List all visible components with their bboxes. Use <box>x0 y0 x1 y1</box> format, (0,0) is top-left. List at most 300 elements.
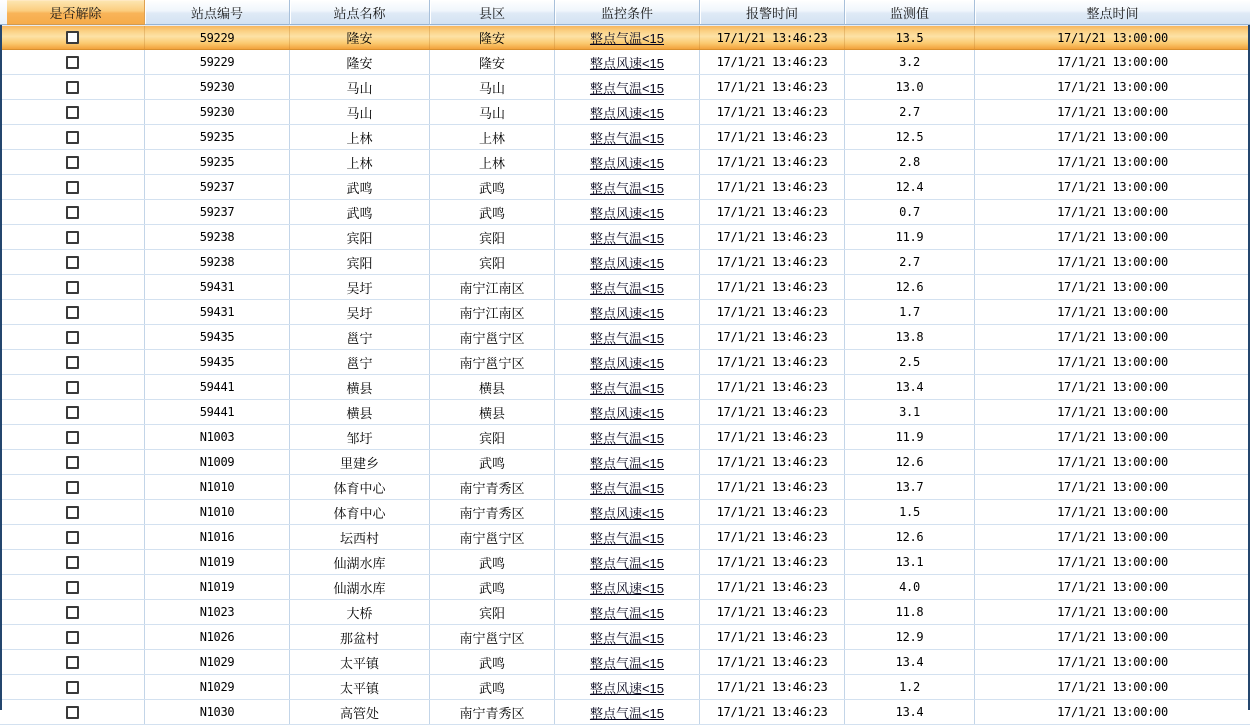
station-id: N1010 <box>145 475 290 499</box>
condition-link[interactable]: 整点气温<15 <box>589 455 665 471</box>
dismiss-cell <box>0 525 145 549</box>
station-id: 59431 <box>145 275 290 299</box>
dismiss-checkbox[interactable] <box>66 581 79 594</box>
dismiss-checkbox[interactable] <box>66 206 79 219</box>
alarm-time: 17/1/21 13:46:23 <box>700 400 845 424</box>
dismiss-checkbox[interactable] <box>66 106 79 119</box>
hour-time: 17/1/21 13:00:00 <box>1057 505 1168 519</box>
condition-cell <box>555 700 700 724</box>
header-corner <box>0 0 7 25</box>
hour-time: 17/1/21 13:00:00 <box>1057 680 1168 694</box>
station-name: 上林 <box>290 125 430 149</box>
condition-link[interactable]: 整点气温<15 <box>589 630 665 646</box>
alarm-time: 17/1/21 13:46:23 <box>700 175 845 199</box>
condition-cell <box>555 350 700 374</box>
station-id: 59229 <box>145 26 290 49</box>
condition-link[interactable]: 整点气温<15 <box>589 705 665 721</box>
condition-link[interactable]: 整点气温<15 <box>589 80 665 96</box>
county: 武鸣 <box>430 200 555 224</box>
county: 宾阳 <box>430 250 555 274</box>
monitor-value: 2.7 <box>845 250 975 274</box>
hour-time: 17/1/21 13:00:00 <box>1057 530 1168 544</box>
dismiss-cell <box>0 125 145 149</box>
county: 马山 <box>430 75 555 99</box>
dismiss-cell <box>0 575 145 599</box>
condition-cell <box>555 175 700 199</box>
station-name: 宾阳 <box>290 250 430 274</box>
table-row[interactable] <box>0 525 1250 550</box>
monitor-value: 13.5 <box>845 26 975 49</box>
station-id: N1019 <box>145 575 290 599</box>
hour-time: 17/1/21 13:00:00 <box>1057 105 1168 119</box>
alarm-time: 17/1/21 13:46:23 <box>700 500 845 524</box>
condition-link[interactable]: 整点气温<15 <box>589 380 665 396</box>
condition-cell <box>555 625 700 649</box>
dismiss-cell <box>0 75 145 99</box>
hour-time: 17/1/21 13:00:00 <box>1057 705 1168 719</box>
condition-link[interactable]: 整点气温<15 <box>589 31 665 46</box>
station-id: 59431 <box>145 300 290 324</box>
alarm-time: 17/1/21 13:46:23 <box>700 300 845 324</box>
station-name: 太平镇 <box>290 650 430 674</box>
station-id: 59441 <box>145 400 290 424</box>
station-name: 仙湖水库 <box>290 550 430 574</box>
table-row[interactable] <box>0 325 1250 350</box>
table-row[interactable] <box>0 450 1250 475</box>
dismiss-checkbox[interactable] <box>66 381 79 394</box>
column-header-station-id[interactable]: 站点编号 <box>145 0 290 25</box>
dismiss-checkbox[interactable] <box>66 406 79 419</box>
alarm-time: 17/1/21 13:46:23 <box>700 26 845 49</box>
hour-time: 17/1/21 13:00:00 <box>1057 230 1168 244</box>
alarm-time: 17/1/21 13:46:23 <box>700 700 845 724</box>
dismiss-checkbox[interactable] <box>66 31 79 44</box>
condition-cell <box>555 400 700 424</box>
station-id: 59230 <box>145 75 290 99</box>
monitor-value: 1.5 <box>845 500 975 524</box>
station-name: 武鸣 <box>290 200 430 224</box>
condition-cell <box>555 26 700 49</box>
condition-cell <box>555 425 700 449</box>
dismiss-cell <box>0 425 145 449</box>
station-id: N1009 <box>145 450 290 474</box>
station-id: N1029 <box>145 675 290 699</box>
station-id: 59237 <box>145 200 290 224</box>
hour-time: 17/1/21 13:00:00 <box>1057 555 1168 569</box>
condition-link[interactable]: 整点风速<15 <box>589 55 665 71</box>
condition-link[interactable]: 整点气温<15 <box>589 605 665 621</box>
county: 马山 <box>430 100 555 124</box>
hour-time: 17/1/21 13:00:00 <box>1057 80 1168 94</box>
table-row[interactable] <box>0 25 1250 50</box>
dismiss-cell <box>0 200 145 224</box>
alarm-time: 17/1/21 13:46:23 <box>700 150 845 174</box>
condition-cell <box>555 325 700 349</box>
condition-cell <box>555 650 700 674</box>
condition-link[interactable]: 整点风速<15 <box>589 205 665 221</box>
hour-time: 17/1/21 13:00:00 <box>1057 280 1168 294</box>
condition-link[interactable]: 整点气温<15 <box>589 555 665 571</box>
condition-link[interactable]: 整点气温<15 <box>589 330 665 346</box>
station-id: 59435 <box>145 325 290 349</box>
condition-cell <box>555 500 700 524</box>
table-row[interactable] <box>0 200 1250 225</box>
table-row[interactable] <box>0 575 1250 600</box>
condition-cell <box>555 450 700 474</box>
monitor-value: 1.2 <box>845 675 975 699</box>
dismiss-cell <box>0 500 145 524</box>
alarm-time: 17/1/21 13:46:23 <box>700 50 845 74</box>
monitor-value: 13.7 <box>845 475 975 499</box>
condition-link[interactable]: 整点气温<15 <box>589 655 665 671</box>
station-name: 坛西村 <box>290 525 430 549</box>
condition-cell <box>555 300 700 324</box>
monitor-value: 13.4 <box>845 700 975 724</box>
monitor-value: 11.9 <box>845 225 975 249</box>
table-row[interactable] <box>0 675 1250 700</box>
condition-cell <box>555 475 700 499</box>
condition-cell <box>555 50 700 74</box>
hour-time: 17/1/21 13:00:00 <box>1057 355 1168 369</box>
dismiss-cell <box>0 26 145 49</box>
condition-link[interactable]: 整点风速<15 <box>589 155 665 171</box>
table-row[interactable] <box>0 375 1250 400</box>
alarm-time: 17/1/21 13:46:23 <box>700 525 845 549</box>
condition-cell <box>555 200 700 224</box>
column-header-alarm-time[interactable]: 报警时间 <box>700 0 845 25</box>
dismiss-cell <box>0 150 145 174</box>
dismiss-checkbox[interactable] <box>66 56 79 69</box>
county: 南宁青秀区 <box>430 500 555 524</box>
dismiss-cell <box>0 600 145 624</box>
county: 武鸣 <box>430 650 555 674</box>
station-id: 59238 <box>145 225 290 249</box>
monitor-value: 12.6 <box>845 275 975 299</box>
condition-cell <box>555 550 700 574</box>
table-row[interactable] <box>0 700 1250 725</box>
column-header-condition[interactable]: 监控条件 <box>555 0 700 25</box>
condition-cell <box>555 250 700 274</box>
hour-time: 17/1/21 13:00:00 <box>1057 55 1168 69</box>
dismiss-checkbox[interactable] <box>66 231 79 244</box>
monitor-value: 3.2 <box>845 50 975 74</box>
table-row[interactable] <box>0 600 1250 625</box>
condition-link[interactable]: 整点气温<15 <box>589 430 665 446</box>
dismiss-checkbox[interactable] <box>66 431 79 444</box>
table-row[interactable] <box>0 550 1250 575</box>
monitor-value: 2.7 <box>845 100 975 124</box>
monitor-value: 13.8 <box>845 325 975 349</box>
condition-cell <box>555 600 700 624</box>
hour-time: 17/1/21 13:00:00 <box>1057 380 1168 394</box>
county: 武鸣 <box>430 450 555 474</box>
monitor-value: 0.7 <box>845 200 975 224</box>
hour-time: 17/1/21 13:00:00 <box>1057 630 1168 644</box>
hour-time: 17/1/21 13:00:00 <box>1057 305 1168 319</box>
dismiss-cell <box>0 650 145 674</box>
station-name: 横县 <box>290 375 430 399</box>
table-row[interactable] <box>0 100 1250 125</box>
county: 上林 <box>430 150 555 174</box>
condition-link[interactable]: 整点风速<15 <box>589 305 665 321</box>
column-header-station-name[interactable]: 站点名称 <box>290 0 430 25</box>
condition-cell <box>555 275 700 299</box>
dismiss-checkbox[interactable] <box>66 256 79 269</box>
alarm-time: 17/1/21 13:46:23 <box>700 325 845 349</box>
dismiss-cell <box>0 175 145 199</box>
alarm-time: 17/1/21 13:46:23 <box>700 475 845 499</box>
station-name: 武鸣 <box>290 175 430 199</box>
station-id: 59229 <box>145 50 290 74</box>
table-row[interactable] <box>0 500 1250 525</box>
dismiss-checkbox[interactable] <box>66 606 79 619</box>
table-row[interactable] <box>0 150 1250 175</box>
condition-link[interactable]: 整点风速<15 <box>589 580 665 596</box>
table-left-border <box>0 25 2 710</box>
station-id: 59235 <box>145 125 290 149</box>
dismiss-checkbox[interactable] <box>66 456 79 469</box>
dismiss-checkbox[interactable] <box>66 331 79 344</box>
station-name: 体育中心 <box>290 500 430 524</box>
alarm-time: 17/1/21 13:46:23 <box>700 650 845 674</box>
station-id: N1019 <box>145 550 290 574</box>
station-id: 59441 <box>145 375 290 399</box>
table-row[interactable] <box>0 400 1250 425</box>
monitor-value: 13.4 <box>845 650 975 674</box>
dismiss-checkbox[interactable] <box>66 356 79 369</box>
dismiss-checkbox[interactable] <box>66 556 79 569</box>
dismiss-checkbox[interactable] <box>66 656 79 669</box>
dismiss-cell <box>0 325 145 349</box>
alarm-time: 17/1/21 13:46:23 <box>700 350 845 374</box>
county: 南宁青秀区 <box>430 475 555 499</box>
county: 武鸣 <box>430 550 555 574</box>
condition-link[interactable]: 整点气温<15 <box>589 480 665 496</box>
dismiss-cell <box>0 225 145 249</box>
hour-time: 17/1/21 13:00:00 <box>1057 655 1168 669</box>
station-name: 马山 <box>290 75 430 99</box>
station-name: 隆安 <box>290 50 430 74</box>
column-header-dismiss[interactable]: 是否解除 <box>7 0 145 25</box>
hour-time: 17/1/21 13:00:00 <box>1057 605 1168 619</box>
condition-link[interactable]: 整点风速<15 <box>589 405 665 421</box>
condition-cell <box>555 125 700 149</box>
hour-time: 17/1/21 13:00:00 <box>1057 580 1168 594</box>
station-name: 上林 <box>290 150 430 174</box>
hour-time: 17/1/21 13:00:00 <box>1057 30 1168 45</box>
county: 宾阳 <box>430 225 555 249</box>
station-id: N1023 <box>145 600 290 624</box>
dismiss-cell <box>0 700 145 724</box>
table-row[interactable] <box>0 275 1250 300</box>
table-row[interactable] <box>0 75 1250 100</box>
hour-time: 17/1/21 13:00:00 <box>1057 205 1168 219</box>
dismiss-cell <box>0 350 145 374</box>
alarm-time: 17/1/21 13:46:23 <box>700 550 845 574</box>
county: 宾阳 <box>430 425 555 449</box>
hour-time: 17/1/21 13:00:00 <box>1057 430 1168 444</box>
condition-cell <box>555 100 700 124</box>
alarm-time: 17/1/21 13:46:23 <box>700 600 845 624</box>
dismiss-cell <box>0 275 145 299</box>
condition-link[interactable]: 整点气温<15 <box>589 530 665 546</box>
monitor-value: 12.5 <box>845 125 975 149</box>
station-name: 邕宁 <box>290 350 430 374</box>
station-id: 59230 <box>145 100 290 124</box>
alarm-time: 17/1/21 13:46:23 <box>700 675 845 699</box>
county: 武鸣 <box>430 175 555 199</box>
county: 宾阳 <box>430 600 555 624</box>
county: 隆安 <box>430 50 555 74</box>
condition-cell <box>555 75 700 99</box>
hour-time: 17/1/21 13:00:00 <box>1057 480 1168 494</box>
station-id: N1010 <box>145 500 290 524</box>
condition-link[interactable]: 整点气温<15 <box>589 230 665 246</box>
column-header-county[interactable]: 县区 <box>430 0 555 25</box>
dismiss-checkbox[interactable] <box>66 506 79 519</box>
station-name: 那盆村 <box>290 625 430 649</box>
table-row[interactable] <box>0 250 1250 275</box>
station-name: 宾阳 <box>290 225 430 249</box>
county: 南宁青秀区 <box>430 700 555 724</box>
station-name: 马山 <box>290 100 430 124</box>
dismiss-checkbox[interactable] <box>66 131 79 144</box>
dismiss-checkbox[interactable] <box>66 706 79 719</box>
station-name: 仙湖水库 <box>290 575 430 599</box>
table-row[interactable] <box>0 175 1250 200</box>
county: 南宁江南区 <box>430 300 555 324</box>
dismiss-cell <box>0 250 145 274</box>
table-row[interactable] <box>0 650 1250 675</box>
monitor-value: 12.6 <box>845 525 975 549</box>
monitor-value: 4.0 <box>845 575 975 599</box>
station-id: 59238 <box>145 250 290 274</box>
dismiss-cell <box>0 475 145 499</box>
condition-link[interactable]: 整点气温<15 <box>589 180 665 196</box>
condition-link[interactable]: 整点风速<15 <box>589 680 665 696</box>
station-name: 高管处 <box>290 700 430 724</box>
table-row[interactable] <box>0 475 1250 500</box>
alarm-time: 17/1/21 13:46:23 <box>700 100 845 124</box>
dismiss-cell <box>0 550 145 574</box>
monitor-value: 2.5 <box>845 350 975 374</box>
station-id: N1003 <box>145 425 290 449</box>
table-row[interactable] <box>0 350 1250 375</box>
condition-link[interactable]: 整点风速<15 <box>589 505 665 521</box>
alarm-time: 17/1/21 13:46:23 <box>700 425 845 449</box>
dismiss-checkbox[interactable] <box>66 281 79 294</box>
hour-time: 17/1/21 13:00:00 <box>1057 130 1168 144</box>
dismiss-checkbox[interactable] <box>66 681 79 694</box>
alarm-time: 17/1/21 13:46:23 <box>700 250 845 274</box>
alarm-time: 17/1/21 13:46:23 <box>700 75 845 99</box>
table-row[interactable] <box>0 425 1250 450</box>
hour-time: 17/1/21 13:00:00 <box>1057 405 1168 419</box>
table-row[interactable] <box>0 300 1250 325</box>
dismiss-checkbox[interactable] <box>66 81 79 94</box>
condition-link[interactable]: 整点风速<15 <box>589 105 665 121</box>
station-id: 59435 <box>145 350 290 374</box>
station-id: N1030 <box>145 700 290 724</box>
alarm-time: 17/1/21 13:46:23 <box>700 625 845 649</box>
monitor-value: 11.9 <box>845 425 975 449</box>
dismiss-checkbox[interactable] <box>66 481 79 494</box>
monitor-value: 2.8 <box>845 150 975 174</box>
condition-link[interactable]: 整点气温<15 <box>589 280 665 296</box>
dismiss-checkbox[interactable] <box>66 631 79 644</box>
alarm-time: 17/1/21 13:46:23 <box>700 575 845 599</box>
table-body <box>0 25 1250 725</box>
column-header-value[interactable]: 监测值 <box>845 0 975 25</box>
condition-cell <box>555 675 700 699</box>
hour-time: 17/1/21 13:00:00 <box>1057 155 1168 169</box>
county: 南宁江南区 <box>430 275 555 299</box>
table-row[interactable] <box>0 125 1250 150</box>
condition-cell <box>555 525 700 549</box>
dismiss-checkbox[interactable] <box>66 306 79 319</box>
hour-time: 17/1/21 13:00:00 <box>1057 455 1168 469</box>
county: 上林 <box>430 125 555 149</box>
station-name: 吴圩 <box>290 275 430 299</box>
station-name: 邕宁 <box>290 325 430 349</box>
dismiss-cell <box>0 625 145 649</box>
hour-time: 17/1/21 13:00:00 <box>1057 330 1168 344</box>
alarm-time: 17/1/21 13:46:23 <box>700 450 845 474</box>
station-name: 体育中心 <box>290 475 430 499</box>
condition-link[interactable]: 整点风速<15 <box>589 255 665 271</box>
table-row[interactable] <box>0 225 1250 250</box>
station-name: 太平镇 <box>290 675 430 699</box>
dismiss-cell <box>0 675 145 699</box>
station-id: N1016 <box>145 525 290 549</box>
county: 武鸣 <box>430 575 555 599</box>
alarm-time: 17/1/21 13:46:23 <box>700 275 845 299</box>
dismiss-checkbox[interactable] <box>66 156 79 169</box>
table-header <box>0 0 1250 25</box>
station-name: 隆安 <box>290 26 430 49</box>
station-id: 59235 <box>145 150 290 174</box>
alarm-time: 17/1/21 13:46:23 <box>700 225 845 249</box>
station-name: 大桥 <box>290 600 430 624</box>
column-header-hour-time[interactable]: 整点时间 <box>975 0 1250 25</box>
condition-cell <box>555 375 700 399</box>
county: 横县 <box>430 400 555 424</box>
county: 武鸣 <box>430 675 555 699</box>
dismiss-cell <box>0 450 145 474</box>
hour-time: 17/1/21 13:00:00 <box>1057 180 1168 194</box>
condition-link[interactable]: 整点气温<15 <box>589 130 665 146</box>
alarm-time: 17/1/21 13:46:23 <box>700 375 845 399</box>
monitor-value: 11.8 <box>845 600 975 624</box>
table-row[interactable] <box>0 625 1250 650</box>
condition-link[interactable]: 整点风速<15 <box>589 355 665 371</box>
condition-cell <box>555 575 700 599</box>
station-id: N1026 <box>145 625 290 649</box>
alarm-time: 17/1/21 13:46:23 <box>700 200 845 224</box>
county: 横县 <box>430 375 555 399</box>
table-row[interactable] <box>0 50 1250 75</box>
county: 隆安 <box>430 26 555 49</box>
dismiss-cell <box>0 100 145 124</box>
dismiss-checkbox[interactable] <box>66 181 79 194</box>
dismiss-cell <box>0 50 145 74</box>
dismiss-checkbox[interactable] <box>66 531 79 544</box>
monitor-value: 13.0 <box>845 75 975 99</box>
station-name: 邹圩 <box>290 425 430 449</box>
monitor-value: 12.9 <box>845 625 975 649</box>
condition-cell <box>555 225 700 249</box>
monitor-value: 1.7 <box>845 300 975 324</box>
